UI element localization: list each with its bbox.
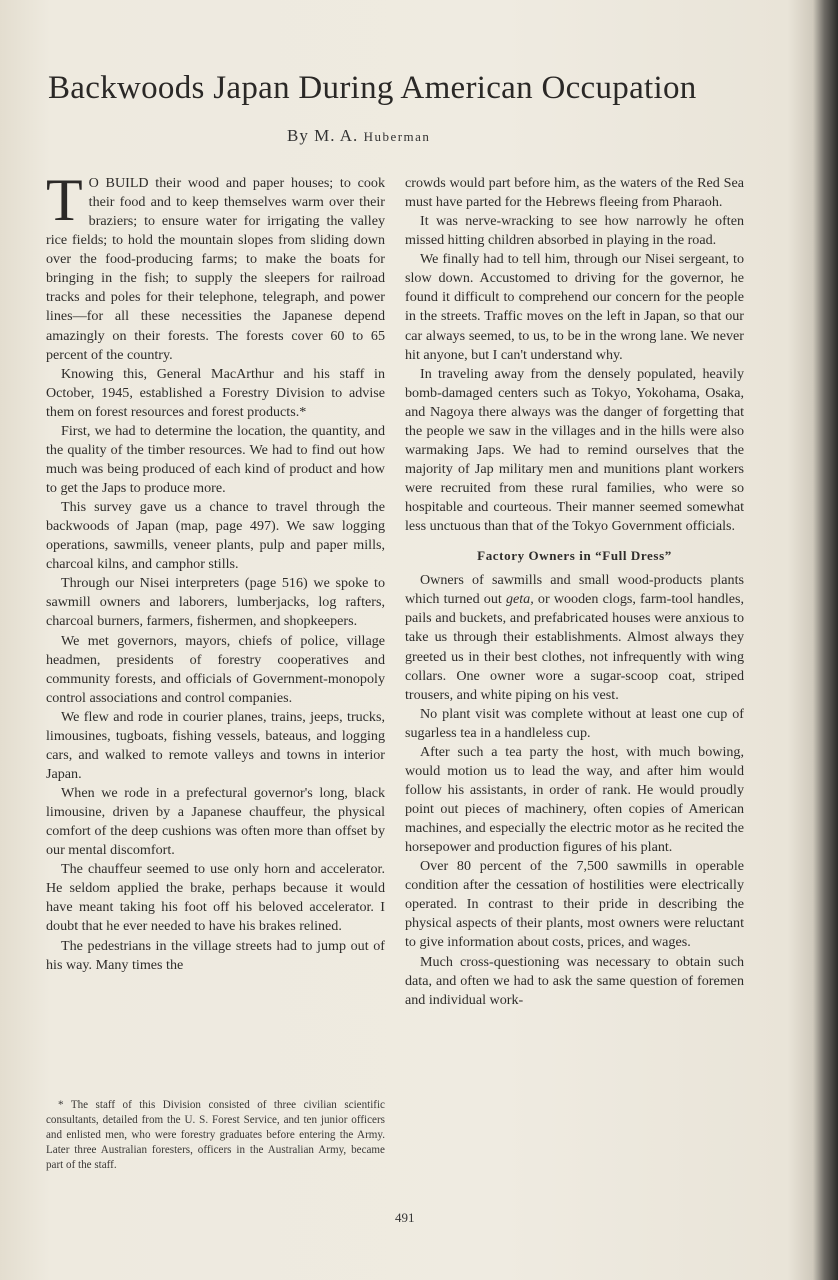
byline	[287, 126, 430, 146]
paragraph: Through our Nisei interpreters (page 516) we spoke to sawmill owners and laborers, lumberjacks, log rafters, charcoal burners, farmers, fishermen, and shopkeepers.	[46, 575, 385, 630]
drop-cap: T	[46, 167, 83, 233]
paragraph: After such a tea party the host, with much bowing, would motion us to lead the way, and after him would follow his assistants, in order of rank. He would proudly point out pieces of machinery, often copies of American machines, and especially the electric motor as he recited the horsepower and production figures of his plant.	[405, 743, 744, 856]
footnote	[46, 1098, 385, 1173]
section-subheading: Factory Owners in “Full Dress”	[477, 548, 672, 564]
left-column	[46, 167, 385, 975]
paragraph: The pedestrians in the village streets had to jump out of his way. Many times the	[46, 937, 385, 973]
paragraph: This survey gave us a chance to travel through the backwoods of Japan (map, page 497). We saw logging operations, sawmills, veneer plants, pulp and paper mills, charcoal kilns, and camphor stills.	[46, 499, 385, 573]
paragraph	[405, 571, 744, 704]
paragraph: It was nerve-wracking to see how narrowly he often missed hitting children absorbed in playing in the road.	[405, 213, 744, 249]
paragraph: Knowing this, General MacArthur and his staff in October, 1945, established a Forestry Division to advise them on forest resources and forest products.*	[46, 365, 385, 420]
paragraph: Over 80 percent of the 7,500 sawmills in operable condition after the cessation of hostilities were electrically operated. In contrast to their pride in describing the physical aspects of their plants, most owners were reluctant to give information about costs, prices, and wages.	[405, 858, 744, 951]
italic-term: geta,	[505, 591, 534, 608]
paragraph: Much cross-questioning was necessary to obtain such data, and often we had to ask the same question of foremen and individual work-	[405, 953, 744, 1008]
paragraph-text: or wooden clogs, farm-tool handles, pails and buckets, and prefabricated houses were anxious to take us through their establishments. Almost always they greeted us in their best clothes, not infrequently with wing collars. One owner wore a sugar-scoop coat, striped trousers, and white piping on his vest.	[405, 591, 744, 703]
paragraph	[46, 167, 385, 365]
paragraph: We flew and rode in courier planes, trains, jeeps, trucks, limousines, tugboats, fishing vessels, bateaus, and logging cars, and walked to remote valleys and towns in interior Japan.	[46, 708, 385, 782]
paragraph: No plant visit was complete without at least one cup of sugarless tea in a handleless cup.	[405, 705, 744, 741]
paragraph-text: Owners of sawmills and small wood-products plants which turned out	[405, 572, 744, 608]
paragraph: First, we had to determine the location, the quantity, and the quality of the timber resources. We had to find out how much was being produced of each kind of product and how to get the Japs to produce more.	[46, 422, 385, 496]
paragraph: We finally had to tell him, through our Nisei sergeant, to slow down. Accustomed to driving for the governor, he found it difficult to comprehend our concern for the people in the streets. Traffic moves on the left in Japan, so that our car always seemed, to us, to be in the wrong lane. We never hit anyone, but I can't understand why.	[405, 251, 744, 363]
paragraph: In traveling away from the densely populated, heavily bomb-damaged centers such as Tokyo, Yokohama, Osaka, and Nagoya there always was the danger of forgetting that the people we saw in the villages and in the hills were also warmaking Japs. We had to remind ourselves that the majority of Jap military men and munitions plant workers were recruited from these rural families, who were so hospitable and courteous. Their manner seemed somewhat less unctuous than that of the Tokyo Government officials.	[405, 365, 744, 535]
paragraph: When we rode in a prefectural governor's long, black limousine, driven by a Japanese chauffeur, the physical comfort of the deep cushions was often more than offset by our mental discomfort.	[46, 785, 385, 859]
page-number: 491	[395, 1210, 415, 1225]
article-title: Backwoods Japan During American Occupation	[48, 70, 697, 106]
paragraph: crowds would part before him, as the waters of the Red Sea must have parted for the Hebrews fleeing from Pharaoh.	[405, 175, 744, 211]
paragraph: The chauffeur seemed to use only horn and accelerator. He seldom applied the brake, perhaps because it would have meant taking his foot off his beloved accelerator. I doubt that he ever needed to have his brakes relined.	[46, 861, 385, 935]
author-surname: Huberman	[363, 129, 431, 144]
byline-prefix: By	[287, 126, 309, 145]
paragraph-text: O BUILD their wood and paper houses; to cook their food and to keep themselves warm over their braziers; to ensure water for irrigating the valley rice fields; to hold the mountain slopes from sliding down over the food-producing farms; to make the boats for bringing in the fish; to supply the sleepers for railroad tracks and poles for their telephone, telegraph, and power lines—for all these necessities the Japanese depend amazingly on their forests. The forests cover 60 to 65 percent of the country.	[46, 175, 385, 363]
paragraph: We met governors, mayors, chiefs of police, village headmen, presidents of forestry cooperatives and community forests, and officials of Government-monopoly control associations and control companies.	[46, 632, 385, 706]
right-column	[405, 174, 744, 1010]
author-initials: M. A.	[314, 126, 359, 145]
footnote-text: * The staff of this Division consisted of three civilian scientific consultants, detailed from the U. S. Forest Service, and ten junior officers and enlisted men, who were forestry graduates before entering the Army. Later three Australian foresters, officers in the Australian Army, became part of the staff.	[46, 1099, 385, 1171]
